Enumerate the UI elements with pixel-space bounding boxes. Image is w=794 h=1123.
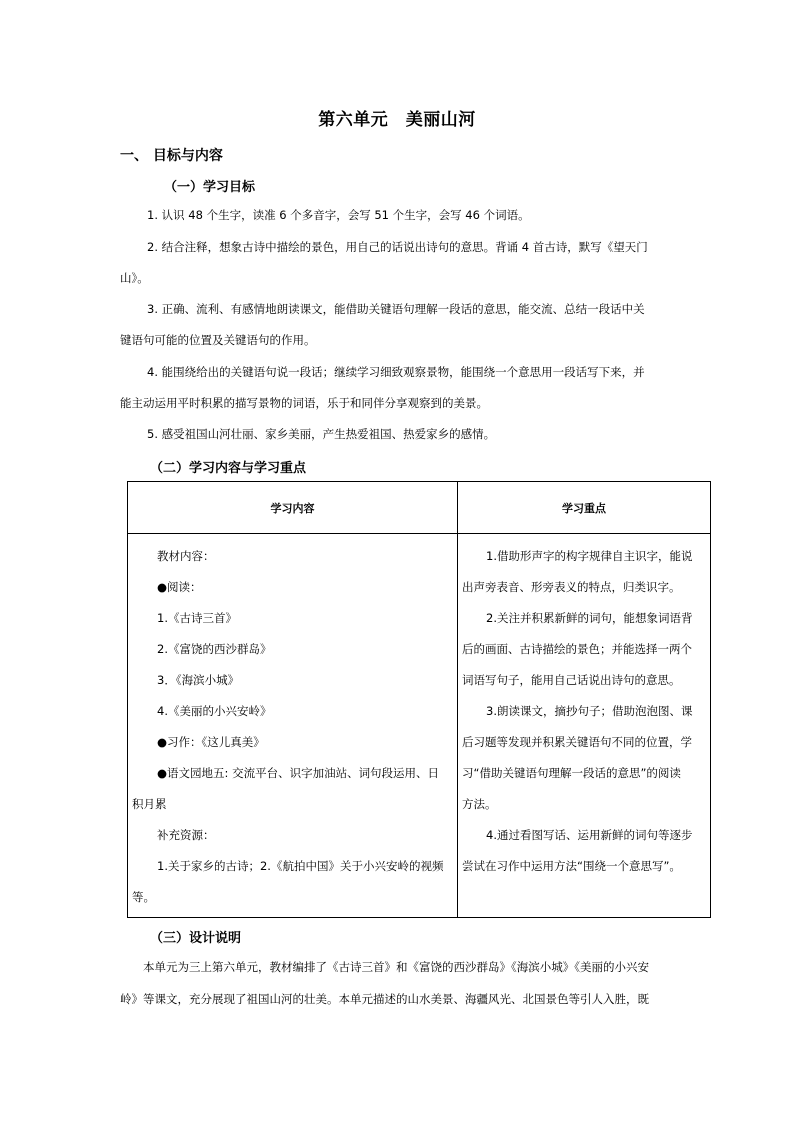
content-line: 2.《富饶的西沙群岛》 [157, 642, 272, 656]
goal-line: 能主动运用平时积累的描写景物的词语，乐于和同伴分享观察到的美景。 [120, 396, 488, 410]
page-title: 第六单元 美丽山河 [318, 110, 476, 130]
content-line: 补充资源： [157, 828, 215, 842]
goal-line: 山》。 [120, 271, 149, 285]
table-header-focus: 学习重点 [458, 482, 711, 534]
focus-line: 出声旁表音、形旁表义的特点，归类识字。 [462, 580, 681, 594]
goal-line: 1. 认识 48 个生字，读准 6 个多音字，会写 51 个生字，会写 46 个词语。 [147, 208, 530, 222]
content-line: 积月累 [132, 797, 167, 811]
learning-content-table [127, 481, 711, 918]
content-line: 教材内容： [157, 549, 215, 563]
content-line: 等。 [132, 890, 155, 904]
focus-line: 3.朗读课文，摘抄句子；借助泡泡图、课 [486, 704, 693, 718]
table-header-content: 学习内容 [128, 482, 458, 534]
content-line: 4.《美丽的小兴安岭》 [157, 704, 272, 718]
design-line: 岭》等课文，充分展现了祖国山河的壮美。本单元描述的山水美景、海疆风光、北国景色等引人入胜，既 [120, 992, 649, 1006]
goal-line: 5. 感受祖国山河壮丽、家乡美丽，产生热爱祖国、热爱家乡的感情。 [147, 427, 496, 441]
focus-line: 后习题等发现并积累关键语句不同的位置，学 [462, 735, 692, 749]
focus-line: 后的画面、古诗描绘的景色；并能选择一两个 [462, 642, 692, 656]
content-line: ●习作：《这儿真美》 [157, 735, 265, 749]
table-cell-focus [458, 534, 711, 918]
content-line: 3．《海滨小城》 [157, 673, 240, 687]
section-heading-goals-content: 一、 目标与内容 [120, 148, 223, 164]
focus-line: 尝试在习作中运用方法“围绕一个意思写”。 [462, 859, 681, 873]
focus-line: 习“借助关键语句理解一段话的意思”的阅读 [462, 766, 681, 780]
focus-line: 4.通过看图写话、运用新鲜的词句等逐步 [486, 828, 693, 842]
subheading-learning-goals: （一）学习目标 [164, 180, 256, 195]
focus-line: 2.关注并积累新鲜的词句，能想象词语背 [486, 611, 693, 625]
subheading-content-focus: （二）学习内容与学习重点 [150, 461, 307, 476]
focus-line: 方法。 [462, 797, 497, 811]
goal-line: 4. 能围绕给出的关键语句说一段话；继续学习细致观察景物，能围绕一个意思用一段话写下来，并 [147, 365, 645, 379]
table-cell-content [128, 534, 458, 918]
content-line: ●语文园地五: 交流平台、识字加油站、词句段运用、日 [157, 766, 440, 780]
focus-line: 词语写句子，能用自己话说出诗句的意思。 [462, 673, 681, 687]
subheading-design-notes: （三）设计说明 [150, 931, 242, 946]
goal-line: 2. 结合注释，想象古诗中描绘的景色，用自己的话说出诗句的意思。背诵 4 首古诗，默写《望天门 [147, 240, 648, 254]
goal-line: 3. 正确、流利、有感情地朗读课文，能借助关键语句理解一段话的意思，能交流、总结一段话中关 [147, 302, 645, 316]
content-line: ●阅读： [157, 580, 202, 594]
focus-line: 1.借助形声字的构字规律自主识字，能说 [486, 549, 693, 563]
goal-line: 键语句可能的位置及关键语句的作用。 [120, 333, 316, 347]
content-line: 1.关于家乡的古诗；2.《航拍中国》关于小兴安岭的视频 [157, 859, 444, 873]
design-line: 本单元为三上第六单元，教材编排了《古诗三首》和《富饶的西沙群岛》《海滨小城》《美丽的小兴安 [143, 960, 649, 974]
content-line: 1.《古诗三首》 [157, 611, 237, 625]
